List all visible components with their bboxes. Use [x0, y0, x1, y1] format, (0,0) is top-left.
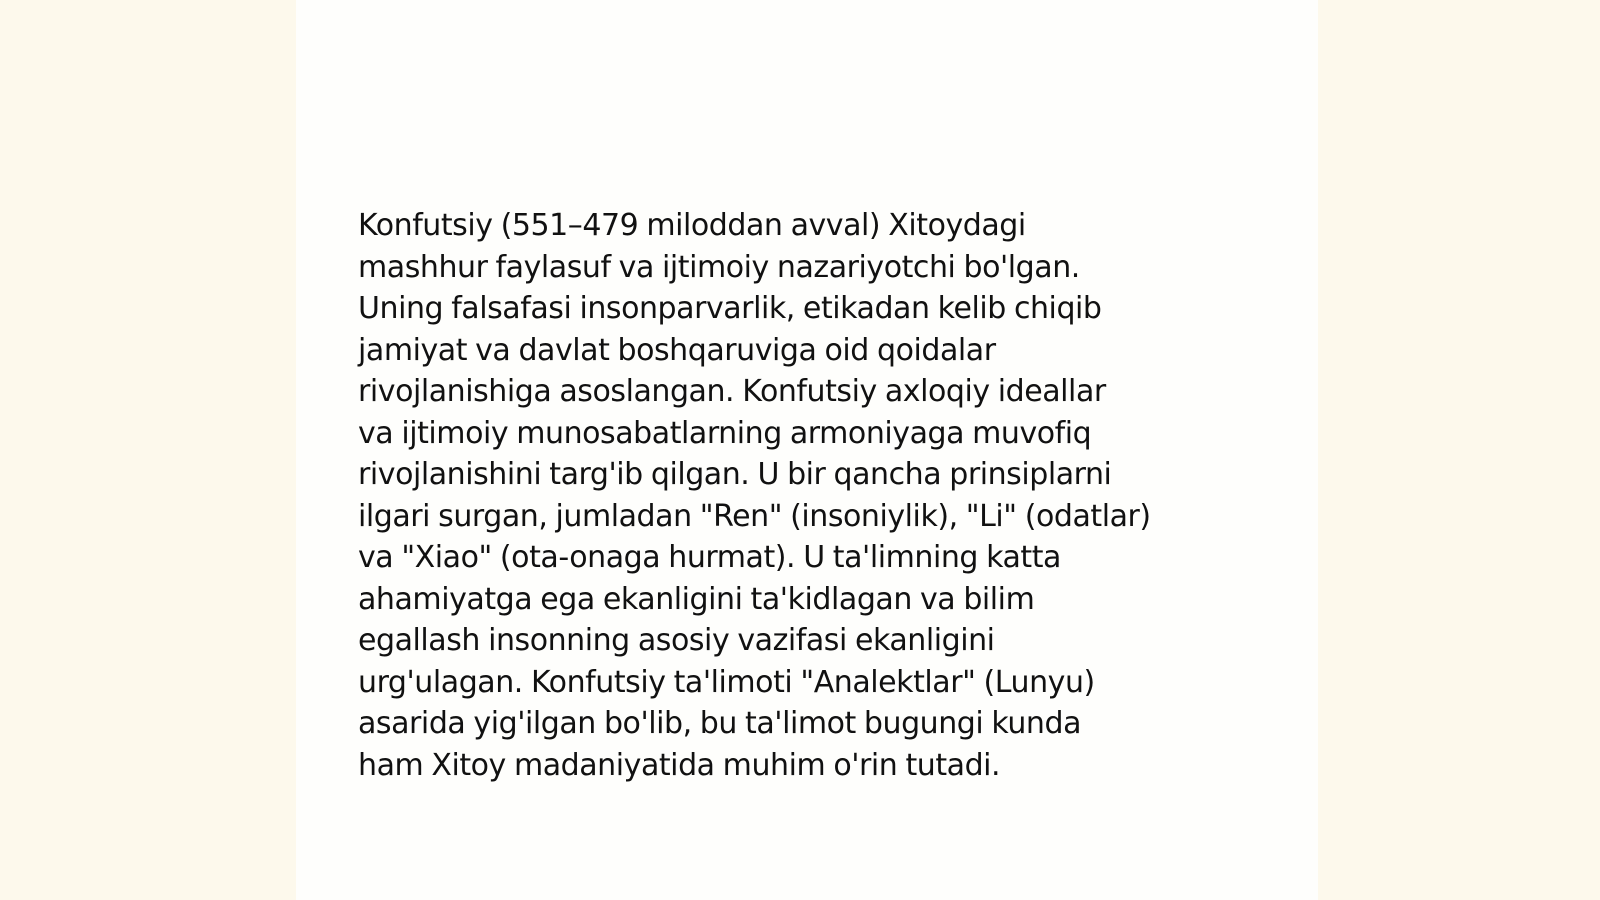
text-line: Konfutsiy (551–479 miloddan avval) Xitoydagi: [358, 208, 1026, 243]
text-line: ahamiyatga ega ekanligini ta'kidlagan va bilim: [358, 581, 1035, 617]
text-line: va ijtimoiy munosabatlarning armoniyaga muvofiq: [358, 415, 1092, 451]
slide: [296, 0, 1318, 900]
text-line: egallash insonning asosiy vazifasi ekanligini: [358, 623, 995, 658]
text-line: Uning falsafasi insonparvarlik, etikadan kelib chiqib: [358, 291, 1102, 326]
text-line: urg'ulagan. Konfutsiy ta'limoti "Analektlar" (Lunyu): [358, 664, 1095, 700]
text-line: ilgari surgan, jumladan "Ren" (insoniylik), "Li" (odatlar): [358, 498, 1151, 534]
body-paragraph: [358, 205, 1258, 786]
text-line: rivojlanishini targ'ib qilgan. U bir qancha prinsiplarni: [358, 457, 1112, 492]
text-line: jamiyat va davlat boshqaruviga oid qoidalar: [358, 332, 996, 368]
text-line: rivojlanishiga asoslangan. Konfutsiy axloqiy ideallar: [358, 374, 1106, 409]
text-line: ham Xitoy madaniyatida muhim o'rin tutadi.: [358, 747, 1001, 783]
text-line: mashhur faylasuf va ijtimoiy nazariyotchi bo'lgan.: [358, 249, 1080, 285]
text-line: asarida yig'ilgan bo'lib, bu ta'limot bugungi kunda: [358, 706, 1082, 741]
text-line: va "Xiao" (ota-onaga hurmat). U ta'limning katta: [358, 540, 1061, 575]
